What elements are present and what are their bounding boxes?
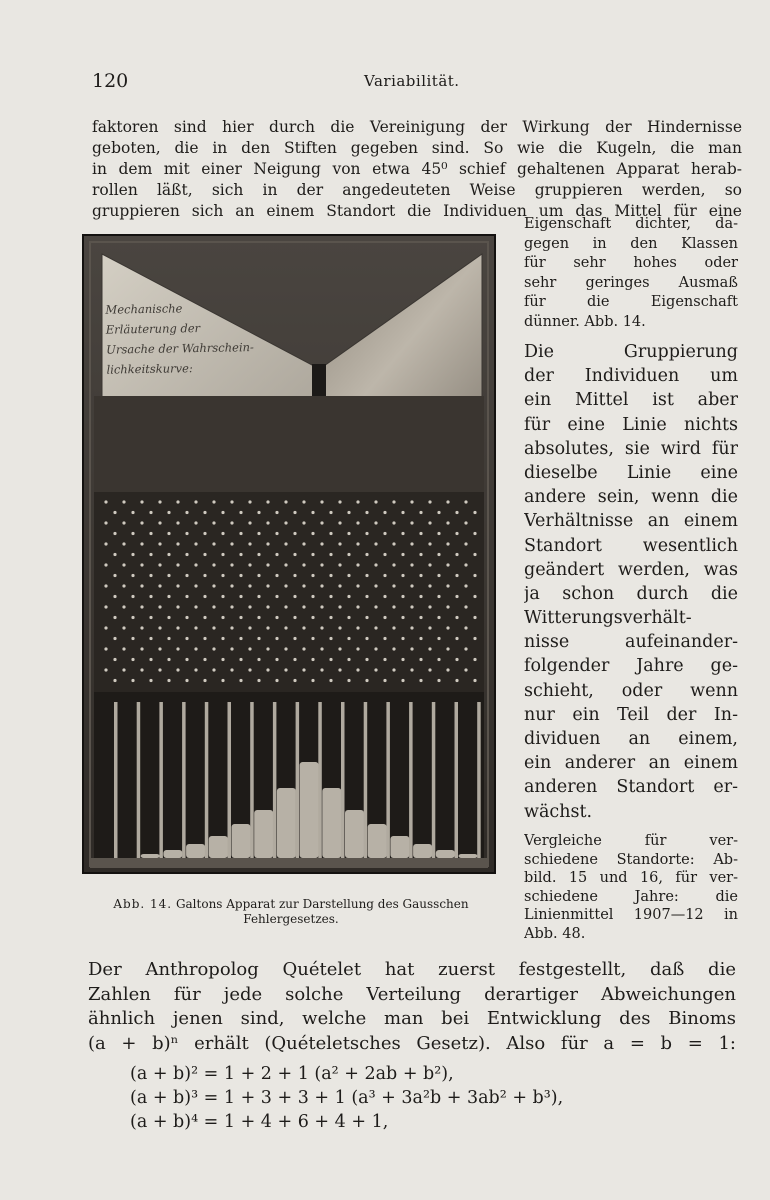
binomial-formulas: [130, 1062, 690, 1134]
text-line: dünner. Abb. 14.: [524, 313, 646, 330]
intro-paragraph: [92, 117, 742, 222]
page-number: 120: [92, 70, 129, 92]
text-line: Zahlen für jede solche Verteilung derartiger Abweichungen: [88, 983, 736, 1005]
board-label-line: Ursache der Wahrschein-: [106, 340, 254, 357]
text-line: andere sein, wenn die: [524, 487, 738, 508]
text-line: für die Eigenschaft: [524, 294, 738, 310]
board-label-line: Mechanische: [105, 301, 183, 317]
text-line: für sehr hohes oder: [524, 255, 738, 271]
text-line: geändert werden, was: [524, 559, 738, 580]
text-line: bild. 15 und 16, für ver-: [524, 870, 738, 886]
text-line: für eine Linie nichts: [524, 414, 738, 435]
text-line: dieselbe Linie eine: [524, 462, 738, 483]
text-line: Witterungsverhält-: [524, 608, 692, 629]
bottom-paragraph: [88, 958, 736, 1056]
text-line: Vergleiche für ver-: [524, 833, 738, 849]
text-line: wächst.: [524, 801, 593, 822]
galton-board-figure: [82, 234, 496, 874]
figure-caption-text: Galtons Apparat zur Darstellung des Gausschen Fehlergesetzes.: [175, 897, 469, 926]
text-line: ein Mittel ist aber: [524, 390, 738, 411]
board-label-line: Erläuterung der: [105, 321, 201, 337]
page-header: [92, 70, 742, 94]
text-line: Abb. 48.: [524, 925, 586, 942]
text-line: Linienmittel 1907—12 in: [524, 907, 738, 923]
text-line: sehr geringes Ausmaß: [524, 274, 738, 291]
formula-line: (a + b)² = 1 + 2 + 1 (a² + 2ab + b²),: [130, 1064, 454, 1084]
side-column-c: [524, 832, 738, 943]
board-label: [105, 296, 296, 379]
figure-caption: [76, 897, 506, 927]
text-line: Die Gruppierung: [524, 342, 738, 362]
text-line: gegen in den Klassen: [524, 235, 738, 252]
text-line: anderen Standort er-: [524, 777, 738, 798]
side-column-a: [524, 215, 738, 332]
text-line: schieht, oder wenn: [524, 680, 738, 701]
text-line: Eigenschaft dichter, da-: [524, 216, 738, 232]
text-line: Der Anthropolog Quételet hat zuerst festgestellt, daß die: [88, 959, 736, 980]
text-line: (a + b)ⁿ erhält (Quételetsches Gesetz). Also für a = b = 1:: [88, 1032, 736, 1054]
text-line: ein anderer an einem: [524, 753, 738, 774]
text-line: ja schon durch die: [524, 583, 738, 604]
text-line: nur ein Teil der In-: [524, 704, 738, 725]
text-line: faktoren sind hier durch die Vereinigung der Wirkung der Hindernisse: [92, 118, 742, 136]
text-line: nisse aufeinander-: [524, 632, 738, 653]
text-line: schiedene Jahre: die: [524, 888, 738, 905]
text-line: geboten, die in den Stiften gegeben sind. So wie die Kugeln, die man: [92, 139, 742, 157]
text-line: der Individuen um: [524, 366, 738, 387]
formula-line: (a + b)³ = 1 + 3 + 3 + 1 (a³ + 3a²b + 3ab² + b³),: [130, 1088, 564, 1108]
text-line: rollen läßt, sich in der angedeuteten Weise gruppieren werden, so: [92, 181, 742, 199]
text-line: gruppieren sich an einem Standort die Individuen um das Mittel für eine: [92, 202, 742, 220]
running-title: Variabilität.: [364, 72, 460, 90]
text-line: ähnlich jenen sind, welche man bei Entwicklung des Binoms: [88, 1008, 736, 1029]
text-line: absolutes, sie wird für: [524, 438, 738, 459]
text-line: dividuen an einem,: [524, 729, 738, 749]
text-line: Standort wesentlich: [524, 535, 738, 556]
text-line: in dem mit einer Neigung von etwa 45⁰ schief gehaltenen Apparat herab-: [92, 160, 742, 178]
figure-caption-lead: Abb. 14.: [113, 897, 173, 911]
board-label-line: lichkeitskurve:: [106, 361, 193, 377]
text-line: schiedene Standorte: Ab-: [524, 851, 738, 868]
side-column-b: [524, 340, 738, 824]
text-line: Verhältnisse an einem: [524, 511, 738, 532]
text-line: folgender Jahre ge-: [524, 656, 738, 677]
formula-line: (a + b)⁴ = 1 + 4 + 6 + 4 + 1,: [130, 1112, 389, 1132]
